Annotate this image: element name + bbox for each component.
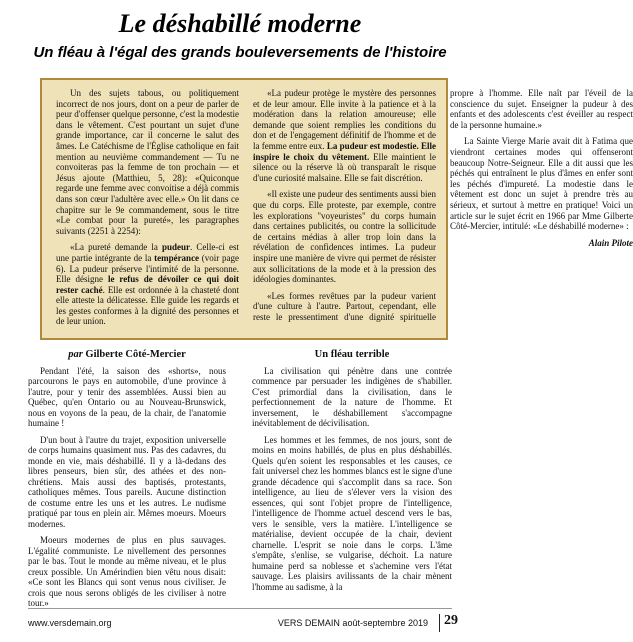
page-number: 29 (444, 613, 458, 628)
footer-divider (439, 614, 440, 632)
article-title: Le déshabillé moderne (118, 9, 362, 38)
website-link[interactable]: www.versdemain.org (28, 618, 112, 628)
footer-rule (28, 608, 452, 609)
intro-paragraph: «Il existe une pudeur des sentiments aussi bien que du corps. Elle proteste, par exemple, contre les explorations "voyeuristes" du corps humain dans certaines publicités, ou contre la sollicitude de certains médias à aller trop loin dans la révélation de confidences intimes. La pudeur inspire une manière de vivre qui permet de résister aux sollicitations de la mode et à la pression des idéologies dominantes. (253, 189, 436, 285)
intro-paragraph: «La pureté demande la pudeur. Celle-ci est une partie intégrante de la tempérance (voir page 6). La pudeur préserve l'intimité de la personne. Elle désigne le refus de dévoiler ce qui doit rester caché. Elle est ordonnée à la chasteté dont elle atteste la délicatesse. Elle guide les regards et les gestes conformes à la dignité des personnes et de leur union. (56, 242, 239, 327)
intro-paragraph: «Les formes revêtues par la pudeur varient d'une culture à l'autre. Partout, cependant, elle reste le pressentiment d'une dignité spirituelle propre à l'homme. Elle naît par l'éveil de la conscience du sujet. Enseigner la pudeur à des enfants et des adolescents c'est éveiller au respect de la personne humaine.» (253, 88, 633, 322)
page-footer (0, 612, 480, 632)
intro-paragraph: «La pudeur protège le mystère des personnes et de leur amour. Elle invite à la patience et à la modération dans la relation amoureuse; elle demande que soient remplies les conditions du don et de l'engagement définitif de l'homme et de la femme entre eux. La pudeur est modestie. Elle inspire le choix du vêtement. Elle maintient le silence ou la réserve là où transparaît le risque d'une curiosité malsaine. Elle se fait discrétion. (253, 88, 437, 183)
body-paragraph: Pendant l'été, la saison des «shorts», nous parcourons le pays en automobile, d'une province à l'autre, pour y tenir des assemblées. Aussi bien au Québec, qu'en Ontario ou au Nouveau-Brunswick, nous en voyons de la peau, de la chair, de l'anatomie humaine ! (28, 365, 226, 428)
body-paragraph: Moeurs modernes de plus en plus sauvages. L'égalité communiste. Le nivellement des personnes par le bas. Tout le monde au même niveau, et le plus creux possible. Un Amérindien bien vêtu nous disait: «Ce sont les Blancs qui sont venus nous civiliser. Je crois que nous serons obligés de les civiliser à notre tour.» (28, 535, 226, 608)
right-column (252, 350, 452, 598)
intro-paragraph: La Sainte Vierge Marie avait dit à Fatima que viendront certaines modes qui offenseront beaucoup Notre-Seigneur. Elle a dit aussi que les péchés qui entraînent le plus d'âmes en enfer sont les péchés d'impureté. La modestie dans le vêtement est donc un sujet à prendre très au sérieux, et surtout à mettre en pratique! Voici un article sur le sujet écrit en 1966 par Mme Gilberte Côté-Mercier, intitulé: «Le déshabillé moderne» : (450, 136, 633, 232)
section-heading: Un fléau terrible (314, 349, 390, 360)
intro-signature: Alain Pilote (588, 237, 633, 248)
issue-label: VERS DEMAIN août-septembre 2019 (277, 618, 428, 628)
body-paragraph: D'un bout à l'autre du trajet, exposition universelle de corps humains quasiment nus. Pas des cadavres, du monde en vie, mais déshabillé. Il y a là-dedans des libres penseurs, bien sûr, des athées et des non-chrétiens. Mais aussi des baptisés, protestants, catholiques mêmes. Tous pareils. Aucune distinction de costume entre les uns et les autres. Le nudisme pratiqué par tous en plein air. Mêmes moeurs. Moeurs modernes. (28, 434, 226, 529)
intro-box (40, 78, 633, 340)
body-paragraph: La civilisation qui pénètre dans une contrée commence par persuader les indigènes de s'habiller. C'est primordial dans la civilisation, dans le perfectionnement de la nature de l'homme. Et inversement, le déshabillement s'accompagne inévitablement de décivilisation. (252, 365, 452, 428)
body-paragraph: Les hommes et les femmes, de nos jours, sont de moins en moins habillés, de plus en plus déshabillés. Quels qu'en soient les responsables et les causes, ce fait universel chez les hommes blancs est le signe d'une grande décadence qui s'accomplit dans sa race. Son intelligence, au lieu de s'élever vers la vision des essences, qui sont l'objet propre de l'intelligence, l'intelligence de l'homme actuel descend vers le bas, vers le sensible, vers la matière. L'intelligence se matérialise, devient occupée de la chair, devient charnelle. L'esprit se noie dans le corps. L'âme s'empâte, s'enlise, se vulgarise, déchoit. La nature humaine perd sa noblesse et s'achemine vers l'état sauvage. Les plaisirs avilissants de la chair mènent l'homme au sadisme, à la (252, 434, 452, 592)
intro-paragraph: Un des sujets tabous, ou politiquement incorrect de nos jours, dont on a peur de parler de peur d'offenser quelque personne, c'est la modestie dans le vêtement. C'est pourtant un sujet d'une grande importance, car il concerne le salut des âmes. Le Catéchisme de l'Église catholique en fait mention au neuvième commandement — Tu ne convoiteras pas la femme de ton prochain — et Jésus ajoute (Matthieu, 5, 28): «Quiconque regarde une femme avec convoitise a déjà commis dans son cœur l'adultère avec elle.» On lit dans ce chapitre sur le 9e commandement, sous le titre «Le combat pour la pureté», les paragraphes suivants (2251 à 2254): (56, 88, 239, 236)
article-subtitle: Un fléau à l'égal des grands bouleversements de l'histoire (33, 44, 447, 61)
left-column (28, 350, 226, 615)
byline: par Gilberte Côté-Mercier (68, 349, 186, 360)
